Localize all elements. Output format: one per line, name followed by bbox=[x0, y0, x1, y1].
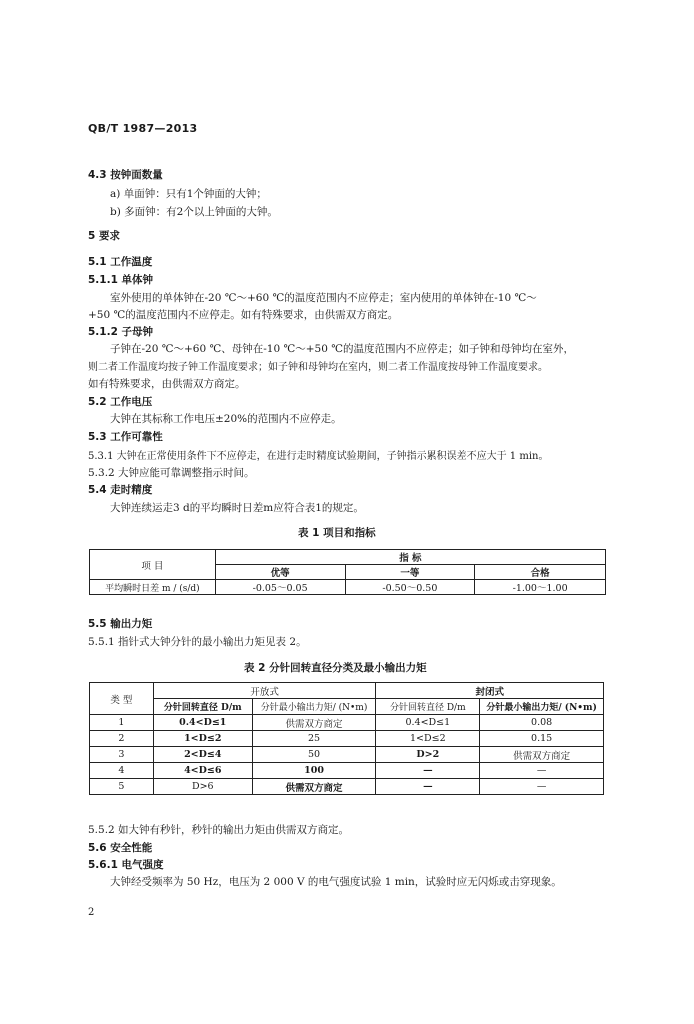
table-1-indicator-header: 指 标 bbox=[215, 550, 605, 565]
section-4-3-item-b: b) 多面钟：有2个以上钟面的大钟。 bbox=[110, 206, 278, 218]
section-5-6-1-heading: 5.6.1 电气强度 bbox=[88, 859, 164, 871]
section-5-1-heading: 5.1 工作温度 bbox=[88, 256, 153, 268]
table-2-cell: 3 bbox=[90, 747, 154, 763]
table-2-cell: 100 bbox=[252, 763, 376, 779]
table-2-cell: 0.4<D≤1 bbox=[153, 715, 252, 731]
table-row bbox=[90, 763, 604, 779]
table-1-cell: -0.50～0.50 bbox=[345, 580, 475, 595]
section-5-4-line-1: 大钟连续运走3 d的平均瞬时日差m应符合表1的规定。 bbox=[110, 502, 364, 514]
section-5-6-heading: 5.6 安全性能 bbox=[88, 842, 153, 854]
table-2-cell: 50 bbox=[252, 747, 376, 763]
section-5-1-1-heading: 5.1.1 单体钟 bbox=[88, 274, 154, 286]
table-2-cell: 0.08 bbox=[480, 715, 604, 731]
table-2-cell: 2 bbox=[90, 731, 154, 747]
table-2-cell: 1 bbox=[90, 715, 154, 731]
table-1-cell: -1.00～1.00 bbox=[475, 580, 606, 595]
table-2-cell: 4<D≤6 bbox=[153, 763, 252, 779]
table-row bbox=[90, 779, 604, 795]
table-2-cell: 4 bbox=[90, 763, 154, 779]
table-2-cell: 0.15 bbox=[480, 731, 604, 747]
table-2-type-header: 类 型 bbox=[90, 683, 154, 715]
section-5-5-heading: 5.5 输出力矩 bbox=[88, 618, 153, 630]
section-5-1-2-line-2: 则二者工作温度均按子钟工作温度要求；如子钟和母钟均在室内，则二者工作温度按母钟工作温度要求。 bbox=[88, 362, 548, 373]
section-5-heading: 5 要求 bbox=[88, 230, 120, 242]
table-row bbox=[90, 731, 604, 747]
section-4-3-item-a: a) 单面钟：只有1个钟面的大钟； bbox=[110, 188, 267, 200]
table-2-sub-header: 分针最小输出力矩/ (N•m) bbox=[480, 699, 604, 715]
table-2-cell: 供需双方商定 bbox=[252, 779, 376, 795]
section-5-3-2: 5.3.2 大钟应能可靠调整指示时间。 bbox=[88, 467, 255, 479]
section-5-2-heading: 5.2 工作电压 bbox=[88, 396, 153, 408]
table-2-cell: — bbox=[376, 763, 480, 779]
section-5-1-1-line-2: +50 ℃的温度范围内不应停走。如有特殊要求，由供需双方商定。 bbox=[88, 309, 399, 321]
table-2-cell: — bbox=[480, 779, 604, 795]
table-2-cell: 供需双方商定 bbox=[252, 715, 376, 731]
page-number: 2 bbox=[88, 907, 95, 918]
section-5-1-1-line-1: 室外使用的单体钟在-20 ℃～+60 ℃的温度范围内不应停走；室内使用的单体钟在-10 ℃～ bbox=[110, 292, 537, 304]
table-2-caption: 表 2 分针回转直径分类及最小输出力矩 bbox=[244, 662, 427, 674]
table-2-cell: 25 bbox=[252, 731, 376, 747]
table-2-cell: — bbox=[480, 763, 604, 779]
section-5-1-2-line-1: 子钟在-20 ℃～+60 ℃、母钟在-10 ℃～+50 ℃的温度范围内不应停走；如子钟和母钟均在室外， bbox=[110, 343, 574, 355]
section-4-3-heading: 4.3 按钟面数量 bbox=[88, 169, 163, 181]
table-1-grade-header: 一等 bbox=[345, 565, 475, 580]
table-2 bbox=[89, 682, 604, 795]
table-2-cell: 5 bbox=[90, 779, 154, 795]
table-2-sub-header: 分针最小输出力矩/ (N•m) bbox=[252, 699, 376, 715]
table-1-row-label: 平均瞬时日差 m / (s/d) bbox=[90, 580, 216, 595]
table-1-cell: -0.05～0.05 bbox=[215, 580, 345, 595]
section-5-3-1: 5.3.1 大钟在正常使用条件下不应停走，在进行走时精度试验期间，子钟指示累积误差不应大于 1 min。 bbox=[88, 451, 549, 462]
table-row bbox=[90, 747, 604, 763]
table-2-closed-header: 封闭式 bbox=[376, 683, 604, 699]
table-2-cell: D>6 bbox=[153, 779, 252, 795]
table-row bbox=[90, 715, 604, 731]
table-2-open-header: 开放式 bbox=[153, 683, 376, 699]
table-1-grade-header: 优等 bbox=[215, 565, 345, 580]
section-5-3-heading: 5.3 工作可靠性 bbox=[88, 431, 163, 443]
table-2-cell: — bbox=[376, 779, 480, 795]
table-2-cell: 供需双方商定 bbox=[480, 747, 604, 763]
section-5-1-2-line-3: 如有特殊要求，由供需双方商定。 bbox=[88, 378, 246, 390]
section-5-6-1-line-1: 大钟经受频率为 50 Hz，电压为 2 000 V 的电气强度试验 1 min，试验时应无闪烁或击穿现象。 bbox=[110, 876, 562, 888]
section-5-4-heading: 5.4 走时精度 bbox=[88, 484, 153, 496]
table-2-cell: 1<D≤2 bbox=[153, 731, 252, 747]
table-1-grade-header: 合格 bbox=[475, 565, 606, 580]
table-2-cell: D>2 bbox=[376, 747, 480, 763]
table-2-cell: 0.4<D≤1 bbox=[376, 715, 480, 731]
table-2-cell: 2<D≤4 bbox=[153, 747, 252, 763]
table-2-cell: 1<D≤2 bbox=[376, 731, 480, 747]
standard-header: QB/T 1987—2013 bbox=[88, 122, 198, 135]
table-1-caption: 表 1 项目和指标 bbox=[298, 527, 376, 539]
table-2-sub-header: 分针回转直径 D/m bbox=[153, 699, 252, 715]
section-5-2-line-1: 大钟在其标称工作电压±20%的范围内不应停走。 bbox=[110, 413, 342, 425]
section-5-1-2-heading: 5.1.2 子母钟 bbox=[88, 326, 154, 338]
table-2-sub-header: 分针回转直径 D/m bbox=[376, 699, 480, 715]
section-5-5-2: 5.5.2 如大钟有秒针，秒针的输出力矩由供需双方商定。 bbox=[88, 824, 350, 836]
table-1 bbox=[89, 549, 606, 595]
section-5-5-1: 5.5.1 指针式大钟分针的最小输出力矩见表 2。 bbox=[88, 636, 307, 648]
table-1-item-header: 项 目 bbox=[90, 550, 216, 580]
